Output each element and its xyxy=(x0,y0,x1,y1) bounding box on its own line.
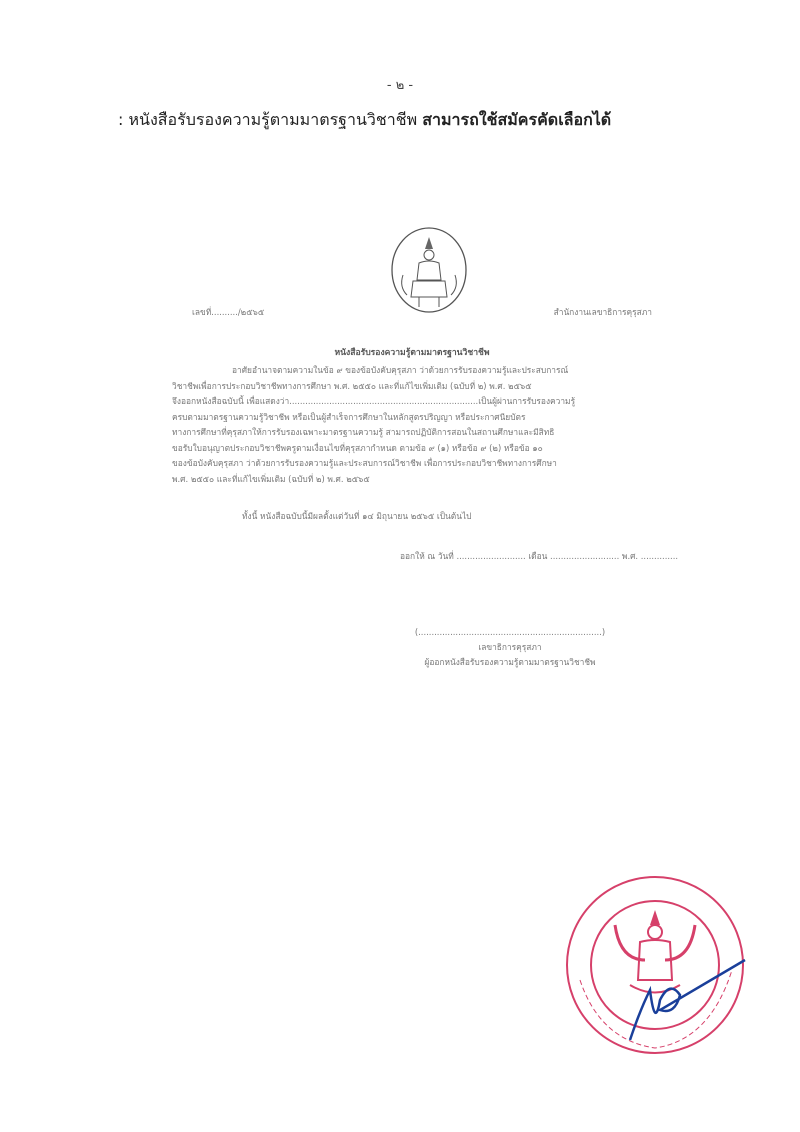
signer-role: ผู้ออกหนังสือรับรองความรู้ตามมาตรฐานวิชาชีพ xyxy=(424,657,596,667)
body-line: อาศัยอำนาจตามความในข้อ ๙ ของข้อบังคับคุรุสภา ว่าด้วยการรับรองความรู้และประสบการณ์ xyxy=(232,365,569,375)
headline-bold-text: สามารถใช้สมัครคัดเลือกได้ xyxy=(422,110,612,129)
body-line: ทางการศึกษาที่คุรุสภาให้การรับรองเฉพาะมาตรฐานความรู้ สามารถปฏิบัติการสอนในสถานศึกษาและมีสิทธิ xyxy=(172,427,555,437)
khurusapha-emblem-icon xyxy=(389,225,469,315)
issued-date-line: ออกให้ ณ วันที่ .......................... เดือน .......................... พ.ศ. .............. xyxy=(400,551,679,561)
body-line: ขอรับใบอนุญาตประกอบวิชาชีพครูตามเงื่อนไขที่คุรุสภากำหนด ตามข้อ ๙ (๑) หรือข้อ ๙ (๒) หรือข้อ ๑๐ xyxy=(172,442,543,453)
body-line: จึงออกหนังสือฉบับนี้ เพื่อแสดงว่า.......................................................................เป็นผู้ผ่านการรับรองความรู้ xyxy=(172,396,576,406)
garuda-seal-stamp-icon xyxy=(560,870,750,1060)
signature-line: (.....................................................................) xyxy=(414,627,606,637)
document-number: เลขที่........../๒๕๖๕ xyxy=(192,307,265,317)
body-line: พ.ศ. ๒๕๕๐ และที่แก้ไขเพิ่มเติม (ฉบับที่ ๒) พ.ศ. ๒๕๖๕ xyxy=(172,473,370,484)
headline xyxy=(118,108,611,133)
body-line: ครบตามมาตรฐานความรู้วิชาชีพ หรือเป็นผู้สำเร็จการศึกษาในหลักสูตรปริญญา หรือประกาศนียบัตร xyxy=(172,411,526,422)
signature-block xyxy=(410,625,610,670)
body-line: ของข้อบังคับคุรุสภา ว่าด้วยการรับรองความรู้และประสบการณ์วิชาชีพ เพื่อการประกอบวิชาชีพทางการศึกษา xyxy=(172,458,557,468)
issuing-office: สำนักงานเลขาธิการคุรุสภา xyxy=(553,307,652,317)
signer-title: เลขาธิการคุรุสภา xyxy=(478,642,542,652)
certificate-title: หนังสือรับรองความรู้ตามมาตรฐานวิชาชีพ xyxy=(334,348,490,358)
headline-prefix: : xyxy=(118,110,129,129)
headline-text: หนังสือรับรองความรู้ตามมาตรฐานวิชาชีพ xyxy=(128,110,423,129)
page-number: - ๒ - xyxy=(386,78,414,93)
certificate-body xyxy=(172,363,652,487)
effective-date: ทั้งนี้ หนังสือฉบับนี้มีผลตั้งแต่วันที่ ๑๔ มิถุนายน ๒๕๖๕ เป็นต้นไป xyxy=(242,511,472,521)
body-line: วิชาชีพเพื่อการประกอบวิชาชีพทางการศึกษา พ.ศ. ๒๕๕๐ และที่แก้ไขเพิ่มเติม (ฉบับที่ ๒) พ.ศ. ๒๕๖๕ xyxy=(172,380,532,391)
